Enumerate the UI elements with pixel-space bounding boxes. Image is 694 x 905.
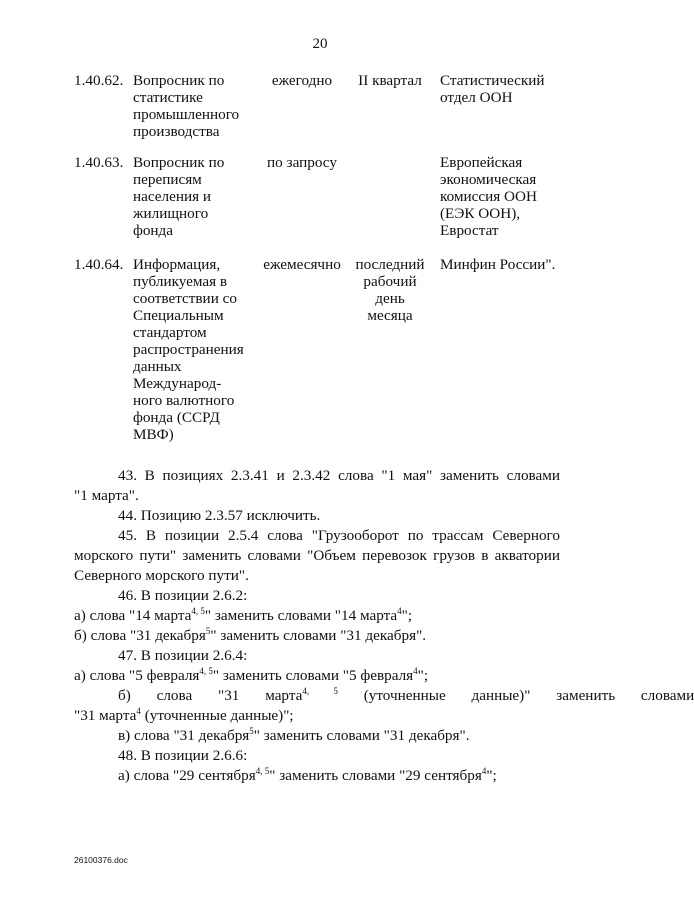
row-periodicity: ежемесячно	[263, 256, 341, 273]
text-run: а) слова "14 марта	[74, 607, 192, 624]
term-line: II квартал	[358, 72, 422, 89]
text-run: " заменить словами "31 декабря".	[210, 627, 427, 644]
term-line: день	[375, 290, 405, 307]
name-line: промышленного	[133, 106, 240, 123]
name-line: соответствии со	[133, 290, 237, 307]
file-name-footer: 26100376.doc	[74, 855, 128, 865]
name-line: фонда (ССРД	[133, 409, 220, 426]
name-line: населения и	[133, 188, 212, 205]
row-source	[440, 72, 610, 106]
paragraph-line: 43. В позициях 2.3.41 и 2.3.42 слова "1 мая" заменить словами	[118, 467, 560, 484]
row-source	[440, 154, 610, 239]
source-line: (ЕЭК ООН),	[440, 205, 521, 222]
row-number: 1.40.62.	[74, 72, 124, 89]
footnote-ref: 4	[397, 606, 402, 616]
footnote-ref: 4, 5	[255, 766, 270, 776]
name-line: фонда	[133, 222, 174, 239]
name-line: Международ-	[133, 375, 222, 392]
paragraph-line	[74, 686, 694, 706]
name-line: МВФ)	[133, 426, 174, 443]
row-periodicity: по запросу	[267, 154, 337, 171]
source-line: комиссия ООН	[440, 188, 537, 205]
source-line: Минфин России".	[440, 256, 556, 273]
text-run: " заменить словами "29 сентября	[269, 767, 482, 784]
paragraph-45	[74, 526, 560, 586]
row-name	[133, 72, 253, 140]
name-line: публикуемая в	[133, 273, 228, 290]
text-run: (уточненные данные)";	[140, 707, 294, 724]
text-run: ";	[401, 607, 413, 624]
footnote-ref: 4, 5	[191, 606, 205, 616]
paragraph-line	[74, 606, 560, 626]
paragraph-line	[74, 766, 560, 786]
paragraph-48	[74, 746, 560, 786]
paragraph-line: Северного морского пути".	[74, 567, 249, 584]
paragraph-line: 48. В позиции 2.6.6:	[118, 747, 248, 764]
text-run: б) слова "31 марта	[118, 687, 303, 704]
row-term	[352, 72, 428, 89]
text-run: б) слова "31 декабря	[74, 627, 206, 644]
name-line: Информация,	[133, 256, 221, 273]
paragraph-line	[74, 626, 560, 646]
name-line: Специальным	[133, 307, 224, 324]
name-line: Вопросник по	[133, 72, 225, 89]
row-periodicity: ежегодно	[271, 72, 333, 89]
text-run: "31 марта	[74, 707, 137, 724]
footnote-ref: 5	[249, 726, 254, 736]
text-run: " заменить словами "31 декабря".	[253, 727, 470, 744]
name-line: стандартом	[133, 324, 207, 341]
row-number: 1.40.64.	[74, 256, 124, 273]
name-line: переписям	[133, 171, 202, 188]
source-line: Европейская	[440, 154, 523, 171]
paragraph-47	[74, 646, 694, 746]
footnote-ref: 4, 5	[199, 666, 213, 676]
source-line: отдел ООН	[440, 89, 513, 106]
paragraph-44	[74, 506, 560, 526]
text-run: ";	[417, 667, 429, 684]
row-number: 1.40.63.	[74, 154, 124, 171]
name-line: ного валютного	[133, 392, 235, 409]
footnote-ref: 5	[205, 626, 211, 636]
paragraph-43	[74, 466, 560, 506]
paragraph-46	[74, 586, 560, 646]
text-run: ";	[486, 767, 497, 784]
paragraph-line	[74, 666, 560, 686]
source-line: экономическая	[440, 171, 537, 188]
name-line: Вопросник по	[133, 154, 225, 171]
source-line: Евростат	[440, 222, 499, 239]
row-term	[352, 256, 428, 324]
text-run: " заменить словами "5 февраля	[212, 667, 414, 684]
name-line: производства	[133, 123, 220, 140]
name-line: статистике	[133, 89, 203, 106]
page-number: 20	[312, 36, 328, 52]
text-run: " заменить словами "14 марта	[204, 607, 398, 624]
paragraph-line: "1 марта".	[74, 487, 139, 504]
term-line: рабочий	[363, 273, 417, 290]
row-name	[133, 256, 253, 443]
term-line: месяца	[367, 307, 413, 324]
footnote-ref: 4	[413, 666, 418, 676]
paragraph-line: 45. В позиции 2.5.4 слова "Грузооборот по трассам Северного	[118, 527, 560, 544]
footnote-ref: 4, 5	[302, 686, 338, 696]
row-name	[133, 154, 253, 239]
footnote-ref: 4	[481, 766, 487, 776]
paragraph-line: 46. В позиции 2.6.2:	[118, 587, 248, 604]
row-source	[440, 256, 610, 273]
term-line: последний	[355, 256, 425, 273]
text-run: в) слова "31 декабря	[118, 727, 250, 744]
paragraph-line	[74, 726, 560, 746]
text-run: а) слова "29 сентября	[118, 767, 256, 784]
footnote-ref: 4	[136, 706, 141, 716]
source-line: Статистический	[440, 72, 545, 89]
paragraph-line: 44. Позицию 2.3.57 исключить.	[118, 507, 321, 524]
name-line: распространения	[133, 341, 244, 358]
text-run: а) слова "5 февраля	[74, 667, 200, 684]
name-line: жилищного	[133, 205, 209, 222]
text-run: (уточненные данные)" заменить словами	[337, 687, 694, 704]
paragraph-line: 47. В позиции 2.6.4:	[118, 647, 248, 664]
name-line: данных	[133, 358, 182, 375]
paragraph-line: морского пути" заменить словами "Объем перевозок грузов в акватории	[74, 547, 560, 564]
paragraph-line	[74, 706, 560, 726]
